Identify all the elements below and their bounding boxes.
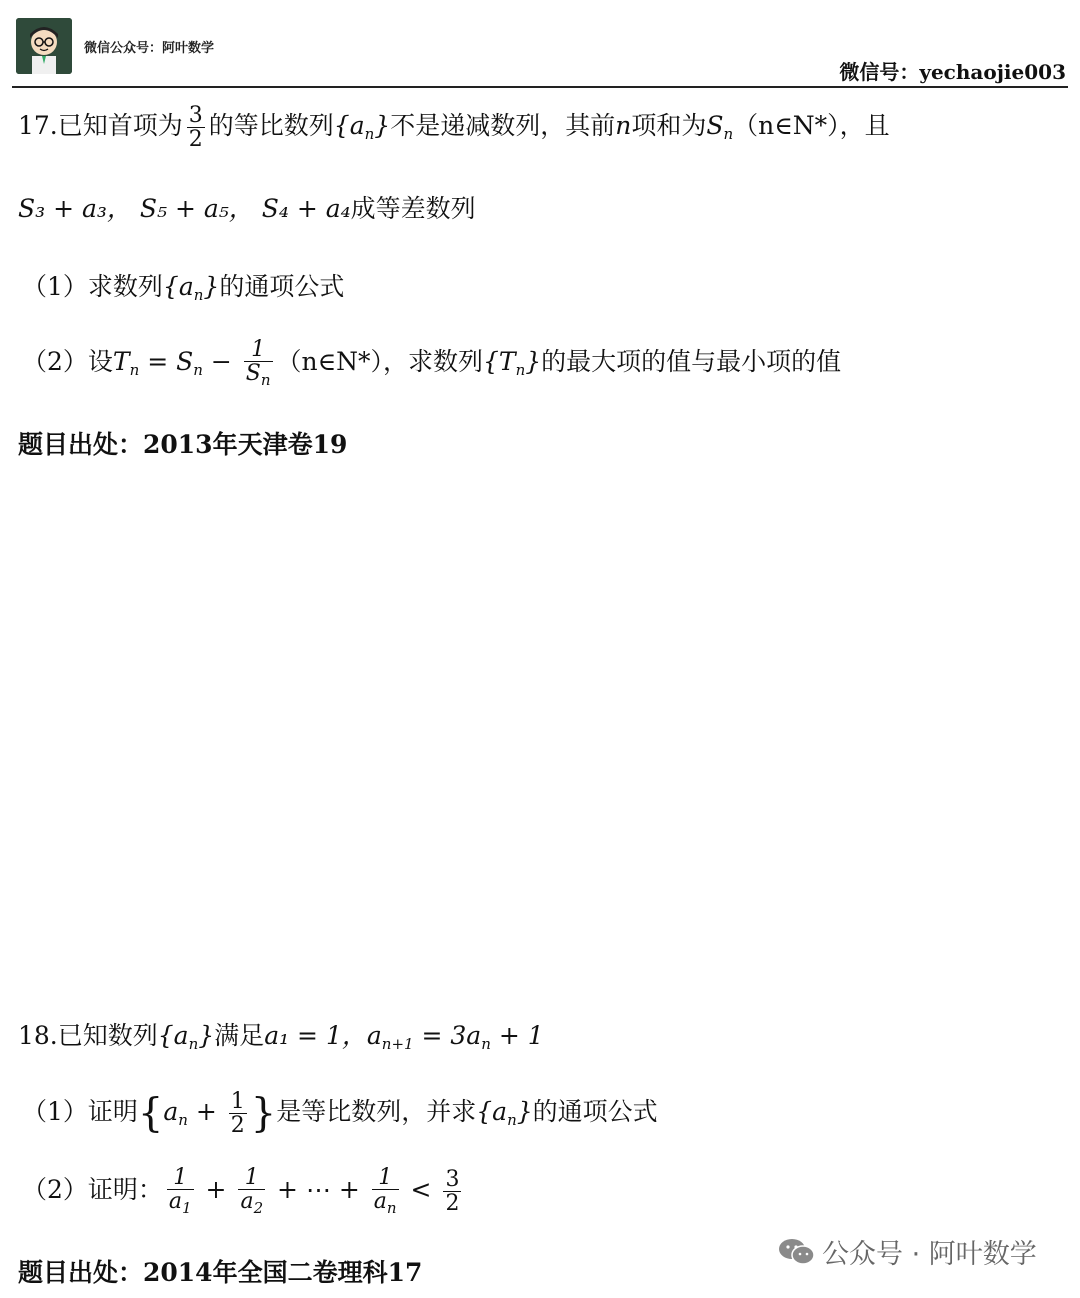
q17-p2-fraction: $\frac{1}{S_n}$ [245,337,271,390]
q17-fraction: $\frac{3}{2}$ [188,103,203,153]
watermark-text: 公众号 · 阿叶数学 [822,1239,1037,1270]
q18-part-2: （2）证明： $\frac{1}{a_1}$ + $\frac{1}{a_2}$ + ⋯ + $\frac{1}{a_n}$ < $\frac{3}{2}$ [22,1165,460,1218]
avatar [16,18,72,74]
watermark [778,1232,1037,1274]
header-account-name: 微信公众号：阿叶数学 [84,41,215,56]
q17-line-2: S₃ + a₃， S₅ + a₅， S₄ + a₄成等差数列 [18,194,476,223]
q17-line-1: 17.已知首项为 $\frac{3}{2}$ 的等比数列$\{a_n\}$不是递减数列，其前n项和为$S_n(n\in N*)$，且 [18,103,890,153]
q18-p1-fraction: $\frac{1}{2}$ [230,1089,245,1139]
q18-line-1: 18.已知数列$\{a_n\}$满足a₁ = 1，$a_{n+1} = 3a_n + 1$ [18,1021,544,1053]
wechat-icon [778,1237,816,1274]
q17-terms: S₃ + a₃， S₅ + a₅， S₄ + a₄ [18,194,351,223]
q18-part-1: （1）证明{$a_n$ + $\frac{1}{2}$ }是等比数列，并求$\{a_n\}$的通项公式 [22,1089,658,1139]
q18-number: 18. [18,1021,58,1050]
q17-part-1: （1）求数列$\{a_n\}$的通项公式 [22,272,345,304]
q17-seq: $\{a_n\}$ [333,111,391,144]
q17-text: 已知首项为 [57,111,183,141]
q17-number: 17. [18,111,58,141]
header-divider [12,86,1068,88]
teacher-cartoon-icon [16,18,72,74]
page-header [0,0,1080,90]
q18-source: 题目出处：2014年全国二卷理科17 [18,1258,423,1287]
q17-part-2: （2）设$T_n = S_n$ − $\frac{1}{S_n}$ （n∈N*），求数列$\{T_n\}$的最大项的值与最小项的值 [22,337,842,390]
header-wechat-id: 微信号：yechaojie003 [839,60,1066,84]
q17-source: 题目出处：2013年天津卷19 [18,430,348,459]
